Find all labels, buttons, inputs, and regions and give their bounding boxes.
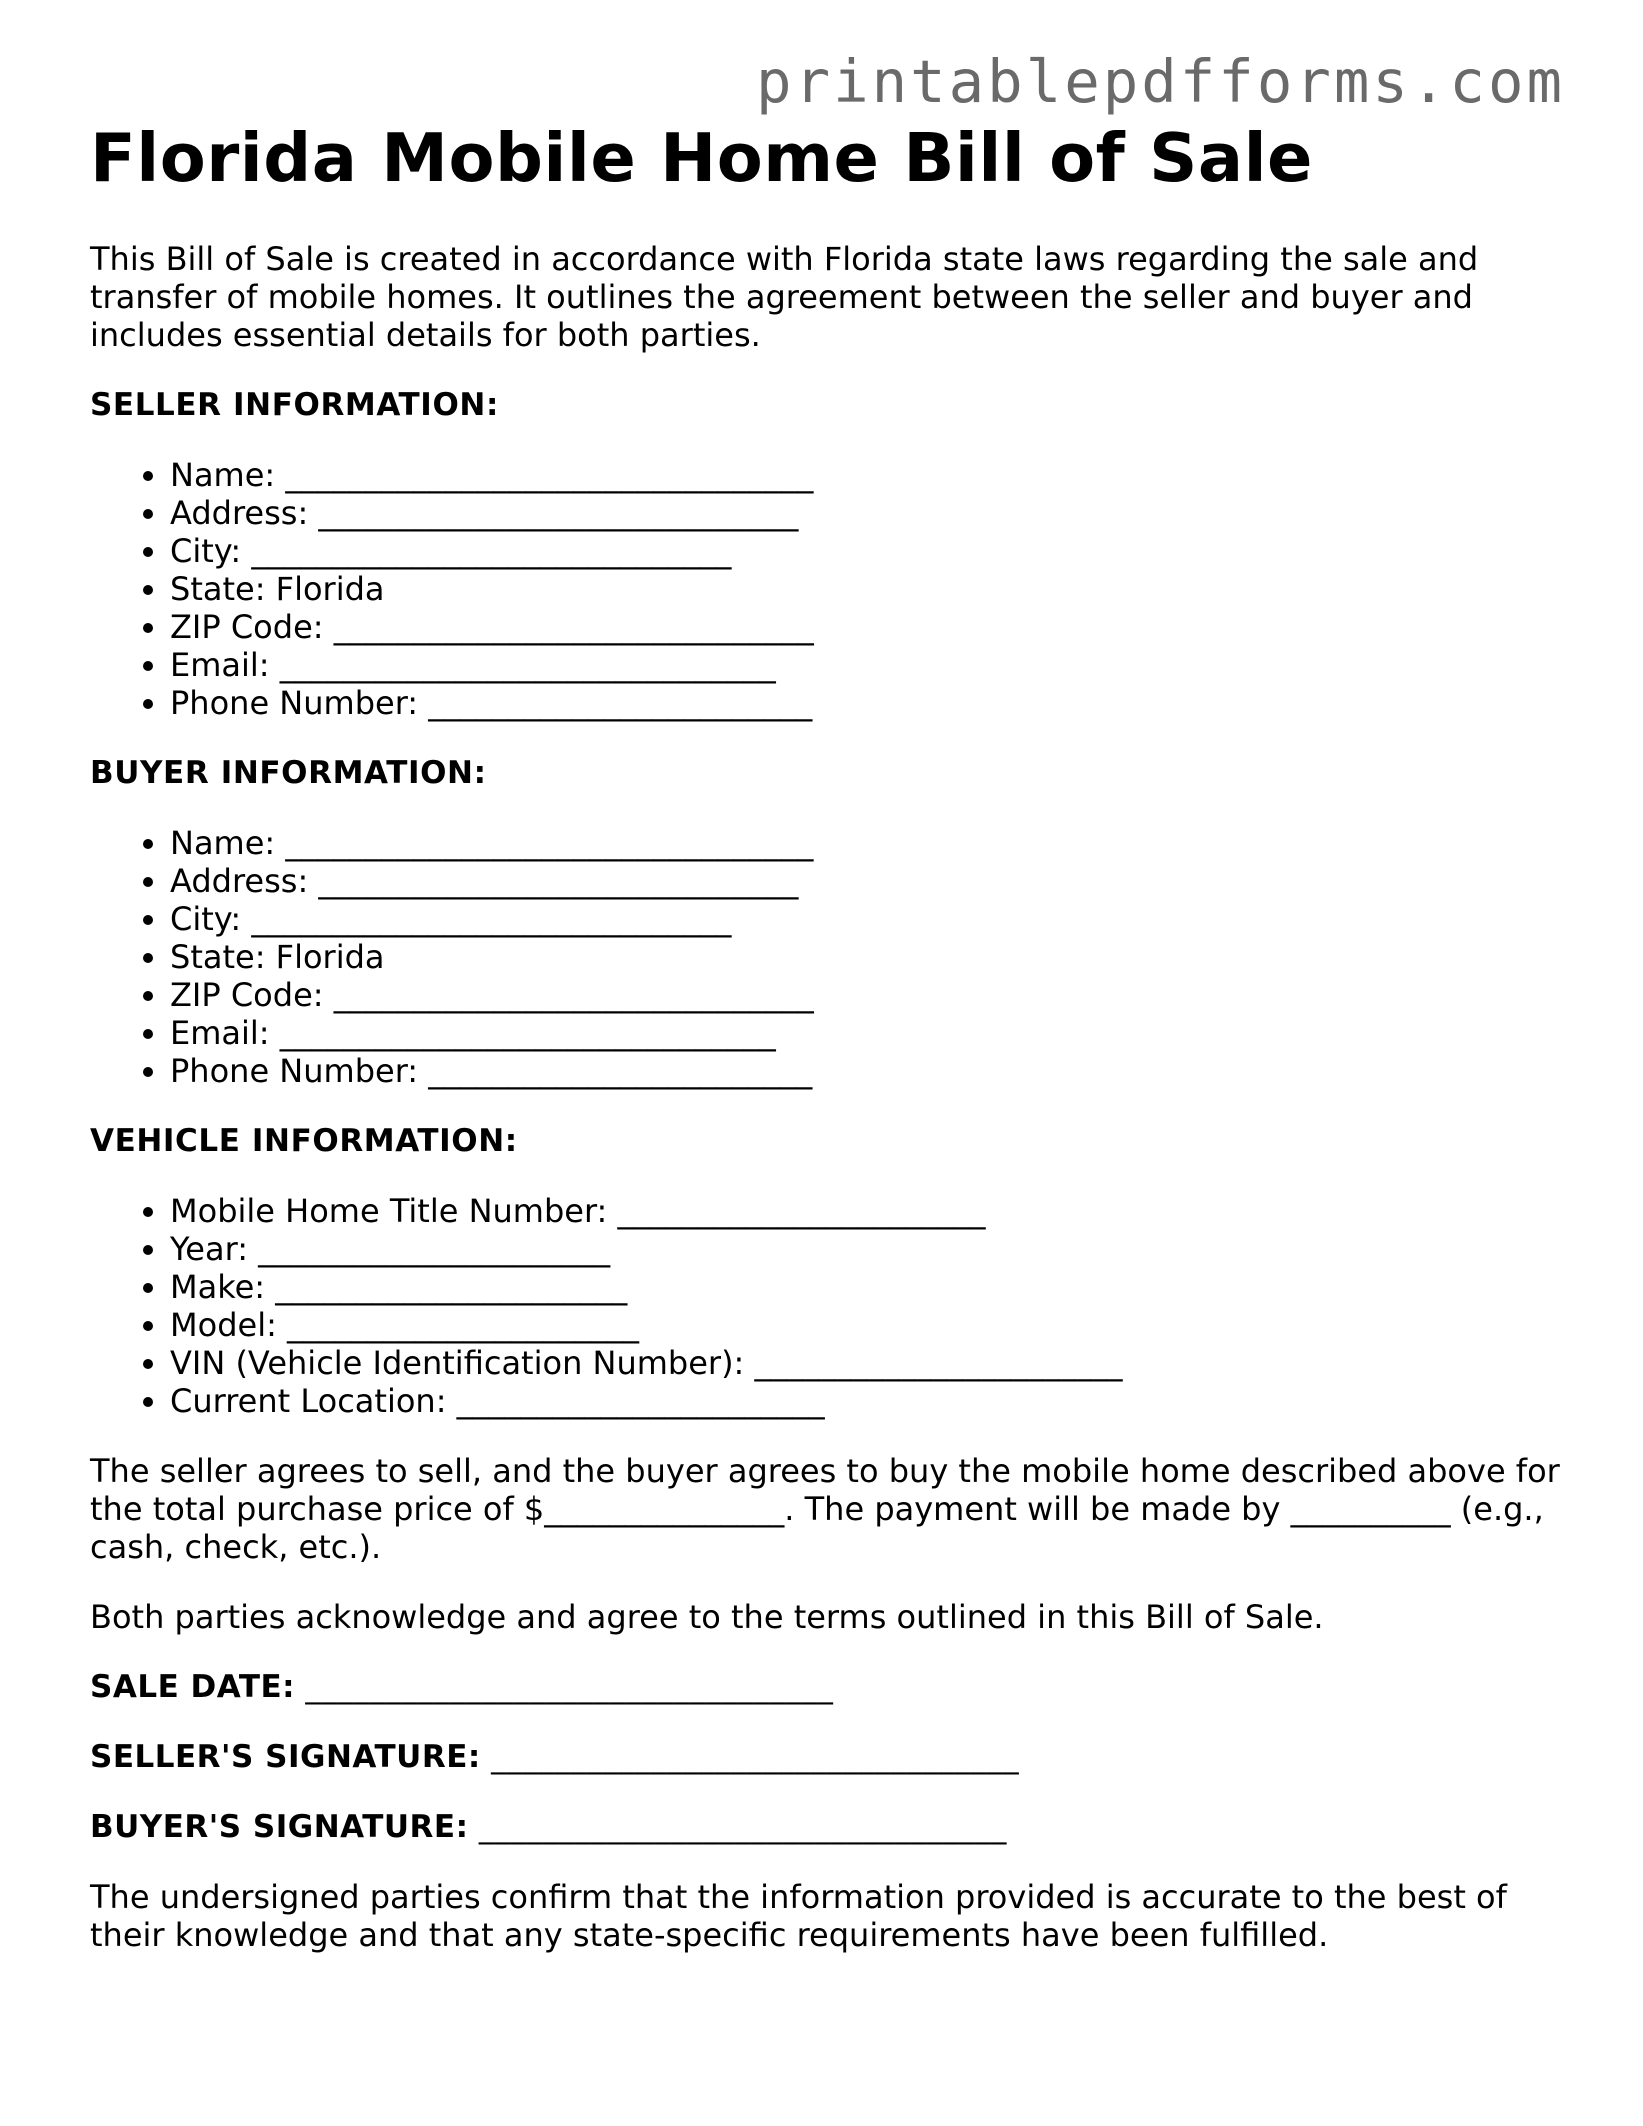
confirmation-paragraph: The undersigned parties confirm that the information provided is accurate to the best of their knowledge and that any state-specific requirements have been fulfilled. <box>90 1878 1507 1954</box>
buyer-name-field: • Name: _________________________________ <box>170 824 1560 862</box>
seller-email-field: • Email: _______________________________ <box>170 646 1560 684</box>
vehicle-fields-list <box>90 1192 1560 1420</box>
seller-fields-list <box>90 456 1560 722</box>
agreement-paragraph: The seller agrees to sell, and the buyer agrees to buy the mobile home described above for the total purchase price of $_______________. The payment will be made by __________ (e.g., cash, check, etc.). <box>90 1452 1560 1566</box>
intro-paragraph: This Bill of Sale is created in accordance with Florida state laws regarding the sale and transfer of mobile homes. It outlines the agreement between the seller and buyer and includes essential details for both parties. <box>90 240 1479 354</box>
buyer-address-field: • Address: ______________________________ <box>170 862 1560 900</box>
buyer-email-field: • Email: _______________________________ <box>170 1014 1560 1052</box>
sale-date-blank: _________________________________ <box>295 1669 834 1705</box>
seller-address-field: • Address: ______________________________ <box>170 494 1560 532</box>
vehicle-heading: VEHICLE INFORMATION: <box>90 1123 518 1159</box>
buyer-signature-blank: _________________________________ <box>468 1809 1007 1845</box>
current-location-field: • Current Location: _______________________ <box>170 1382 1560 1420</box>
seller-signature-line <box>90 1738 1560 1776</box>
buyer-heading: BUYER INFORMATION: <box>90 755 487 791</box>
buyer-zip-field: • ZIP Code: ______________________________ <box>170 976 1560 1014</box>
buyer-phone-field: • Phone Number: ________________________ <box>170 1052 1560 1090</box>
seller-name-field: • Name: _________________________________ <box>170 456 1560 494</box>
model-field: • Model: ______________________ <box>170 1306 1560 1344</box>
year-field: • Year: ______________________ <box>170 1230 1560 1268</box>
make-field: • Make: ______________________ <box>170 1268 1560 1306</box>
vin-field: • VIN (Vehicle Identification Number): _______________________ <box>170 1344 1560 1382</box>
sale-date-line <box>90 1668 1560 1706</box>
buyer-signature-line <box>90 1808 1560 1846</box>
seller-state-field: • State: Florida <box>170 570 1560 608</box>
seller-signature-blank: _________________________________ <box>480 1739 1020 1775</box>
buyer-state-field: • State: Florida <box>170 938 1560 976</box>
acknowledgement-paragraph: Both parties acknowledge and agree to the terms outlined in this Bill of Sale. <box>90 1598 1324 1636</box>
buyer-city-field: • City: ______________________________ <box>170 900 1560 938</box>
seller-zip-field: • ZIP Code: ______________________________ <box>170 608 1560 646</box>
seller-city-field: • City: ______________________________ <box>170 532 1560 570</box>
title-number-field: • Mobile Home Title Number: _______________________ <box>170 1192 1560 1230</box>
buyer-signature-label: BUYER'S SIGNATURE: <box>90 1809 469 1845</box>
seller-signature-label: SELLER'S SIGNATURE: <box>90 1739 481 1775</box>
seller-phone-field: • Phone Number: ________________________ <box>170 684 1560 722</box>
buyer-fields-list <box>90 824 1560 1090</box>
seller-heading: SELLER INFORMATION: <box>90 387 499 423</box>
document-page <box>90 118 1560 1954</box>
watermark: printablepdfforms.com <box>756 47 1565 116</box>
document-title: Florida Mobile Home Bill of Sale <box>90 119 1313 197</box>
sale-date-label: SALE DATE: <box>90 1669 296 1705</box>
